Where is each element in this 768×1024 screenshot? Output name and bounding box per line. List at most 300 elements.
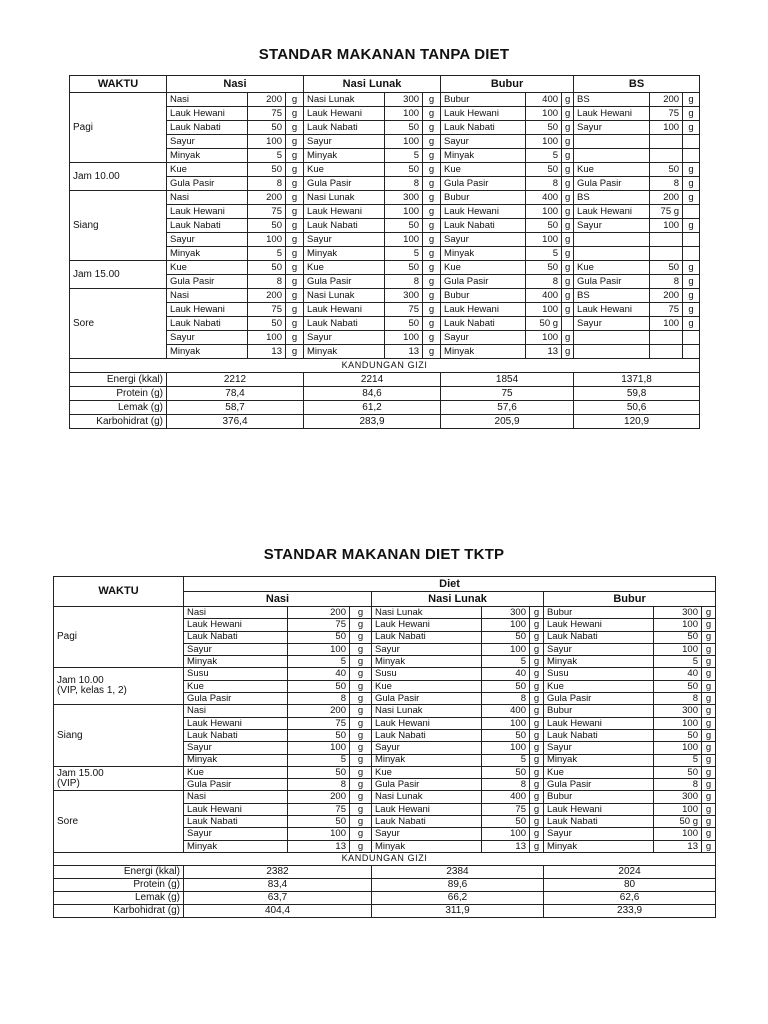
item-unit-cell: g <box>702 619 716 631</box>
item-unit-cell: g <box>423 107 441 121</box>
item-name-cell: Susu <box>184 668 288 680</box>
item-name-cell: Lauk Nabati <box>544 631 654 643</box>
nutrient-row <box>70 415 700 429</box>
item-amount-cell: 100 <box>385 107 423 121</box>
item-amount-cell: 100 <box>526 205 562 219</box>
nutrient-row <box>70 373 700 387</box>
item-name-cell: Lauk Hewani <box>574 107 650 121</box>
item-amount-cell: 100 <box>526 233 562 247</box>
item-unit-cell: g <box>702 656 716 668</box>
item-name-cell: Lauk Nabati <box>372 729 482 741</box>
item-name-cell: Sayur <box>167 135 248 149</box>
item-unit-cell: g <box>530 766 544 778</box>
item-amount-cell: 100 <box>248 135 286 149</box>
item-name-cell: Kue <box>574 163 650 177</box>
item-unit-cell: g <box>702 705 716 717</box>
item-unit-cell: g <box>423 247 441 261</box>
item-amount-cell: 75 <box>482 803 530 815</box>
item-amount-cell: 300 <box>385 93 423 107</box>
column-header: BS <box>574 76 700 93</box>
nutrient-value: 84,6 <box>304 387 441 401</box>
item-name-cell: Bubur <box>544 791 654 803</box>
item-unit-cell: g <box>562 219 574 233</box>
item-amount-cell: 5 <box>526 149 562 163</box>
item-unit-cell: g <box>530 668 544 680</box>
item-amount-cell: 50 <box>385 317 423 331</box>
item-amount-cell: 50 <box>650 163 683 177</box>
item-unit-cell: g <box>562 303 574 317</box>
header-row <box>54 577 716 592</box>
item-name-cell: Nasi Lunak <box>372 705 482 717</box>
nutrient-label: Energi (kkal) <box>54 865 184 878</box>
item-amount-cell: 50 <box>650 261 683 275</box>
item-unit-cell: g <box>562 205 574 219</box>
item-name-cell: Lauk Nabati <box>372 816 482 828</box>
item-amount-cell: 5 <box>248 149 286 163</box>
item-amount-cell: 8 <box>650 177 683 191</box>
item-amount-cell: 200 <box>248 191 286 205</box>
item-unit-cell: g <box>423 135 441 149</box>
item-unit-cell: g <box>423 93 441 107</box>
item-unit-cell: g <box>683 121 700 135</box>
item-name-cell: Nasi Lunak <box>304 191 385 205</box>
table-row <box>54 766 716 778</box>
nutrient-value: 2382 <box>184 865 372 878</box>
header-row <box>70 76 700 93</box>
item-name-cell: Gula Pasir <box>544 779 654 791</box>
item-unit-cell: g <box>423 345 441 359</box>
item-amount-cell: 8 <box>654 779 702 791</box>
item-name-cell: Kue <box>544 680 654 692</box>
item-unit-cell: g <box>286 163 304 177</box>
item-amount-cell: 13 <box>385 345 423 359</box>
item-amount-cell: 100 <box>288 643 350 655</box>
item-amount-cell: 50 <box>482 631 530 643</box>
item-amount-cell: 40 <box>288 668 350 680</box>
item-amount-cell: 5 <box>482 656 530 668</box>
item-amount-cell: 75 <box>288 803 350 815</box>
item-unit-cell: g <box>530 803 544 815</box>
item-unit-cell: g <box>286 219 304 233</box>
item-name-cell: Minyak <box>167 149 248 163</box>
item-name-cell: Lauk Nabati <box>304 219 385 233</box>
item-unit-cell: g <box>350 619 372 631</box>
item-unit-cell: g <box>350 729 372 741</box>
item-name-cell: Minyak <box>167 345 248 359</box>
item-amount-cell: 100 <box>482 828 530 840</box>
item-amount-cell: 75 <box>248 205 286 219</box>
item-amount-cell: 50 <box>288 631 350 643</box>
item-unit-cell: g <box>702 693 716 705</box>
item-unit-cell: g <box>286 303 304 317</box>
nutrient-value: 89,6 <box>372 878 544 891</box>
item-unit-cell: g <box>530 631 544 643</box>
nutrient-value: 120,9 <box>574 415 700 429</box>
item-amount-cell: 300 <box>482 607 530 619</box>
kandungan-gizi-row <box>54 852 716 865</box>
item-name-cell <box>574 135 650 149</box>
item-amount-cell: 75 <box>650 303 683 317</box>
item-name-cell: Lauk Hewani <box>184 803 288 815</box>
item-amount-cell: 100 <box>385 331 423 345</box>
item-name-cell: Lauk Nabati <box>441 317 526 331</box>
item-unit-cell: g <box>530 742 544 754</box>
item-unit-cell: g <box>683 317 700 331</box>
item-amount-cell: 300 <box>654 705 702 717</box>
item-unit-cell: g <box>702 840 716 852</box>
item-unit-cell: g <box>562 93 574 107</box>
item-name-cell: Lauk Hewani <box>441 303 526 317</box>
item-unit-cell: g <box>350 803 372 815</box>
item-name-cell: Gula Pasir <box>167 177 248 191</box>
nutrient-value: 83,4 <box>184 878 372 891</box>
item-unit-cell: g <box>683 191 700 205</box>
nutrient-value: 1854 <box>441 373 574 387</box>
item-amount-cell: 50 <box>248 261 286 275</box>
item-name-cell: Nasi Lunak <box>372 607 482 619</box>
item-name-cell: Bubur <box>441 289 526 303</box>
item-name-cell: Gula Pasir <box>184 693 288 705</box>
item-unit-cell: g <box>702 754 716 766</box>
item-name-cell: Sayur <box>167 233 248 247</box>
nutrient-value: 61,2 <box>304 401 441 415</box>
item-name-cell: Bubur <box>441 93 526 107</box>
item-amount-cell: 75 <box>288 717 350 729</box>
item-name-cell: Lauk Nabati <box>441 219 526 233</box>
nutrient-value: 283,9 <box>304 415 441 429</box>
item-name-cell: Minyak <box>372 754 482 766</box>
item-unit-cell: g <box>286 191 304 205</box>
item-name-cell: Nasi <box>167 93 248 107</box>
item-amount-cell: 75 <box>385 303 423 317</box>
table-row <box>54 791 716 803</box>
item-unit-cell: g <box>562 177 574 191</box>
item-name-cell: Sayur <box>574 219 650 233</box>
item-name-cell: Kue <box>544 766 654 778</box>
item-name-cell: Kue <box>184 766 288 778</box>
item-unit-cell: g <box>702 816 716 828</box>
item-name-cell: Gula Pasir <box>304 275 385 289</box>
item-unit-cell: g <box>683 107 700 121</box>
item-unit-cell: g <box>423 275 441 289</box>
item-name-cell: Lauk Nabati <box>544 816 654 828</box>
item-unit-cell: g <box>562 275 574 289</box>
item-amount-cell: 13 <box>288 840 350 852</box>
item-name-cell: Sayur <box>441 233 526 247</box>
item-amount-cell: 400 <box>526 93 562 107</box>
item-amount-cell: 100 <box>482 619 530 631</box>
item-unit-cell: g <box>530 729 544 741</box>
item-name-cell: Kue <box>574 261 650 275</box>
item-amount-cell: 50 <box>288 766 350 778</box>
item-unit-cell: g <box>423 163 441 177</box>
item-name-cell: Sayur <box>304 233 385 247</box>
item-unit-cell: g <box>683 289 700 303</box>
item-amount-cell: 300 <box>654 791 702 803</box>
nutrient-value: 57,6 <box>441 401 574 415</box>
item-amount-cell <box>650 331 683 345</box>
item-name-cell: Sayur <box>372 643 482 655</box>
item-name-cell: Minyak <box>304 149 385 163</box>
item-unit-cell: g <box>286 317 304 331</box>
nutrient-value: 75 <box>441 387 574 401</box>
nutrient-row <box>70 401 700 415</box>
item-name-cell: Sayur <box>441 135 526 149</box>
table-row <box>54 607 716 619</box>
kandungan-gizi-label: KANDUNGAN GIZI <box>70 359 700 373</box>
item-amount-cell: 8 <box>650 275 683 289</box>
column-header: Bubur <box>441 76 574 93</box>
item-unit-cell: g <box>350 668 372 680</box>
item-name-cell: Lauk Hewani <box>372 803 482 815</box>
item-name-cell: Sayur <box>184 828 288 840</box>
item-unit-cell: g <box>530 680 544 692</box>
item-name-cell: Nasi <box>167 191 248 205</box>
item-name-cell: Lauk Hewani <box>544 717 654 729</box>
item-name-cell: Lauk Hewani <box>441 205 526 219</box>
item-unit-cell: g <box>562 149 574 163</box>
item-amount-cell: 5 <box>248 247 286 261</box>
item-amount-cell: 50 <box>654 631 702 643</box>
item-unit-cell: g <box>423 303 441 317</box>
item-name-cell: Gula Pasir <box>574 177 650 191</box>
item-name-cell: Minyak <box>544 656 654 668</box>
item-unit-cell: g <box>530 779 544 791</box>
item-unit-cell: g <box>423 191 441 205</box>
item-amount-cell: 8 <box>248 177 286 191</box>
item-amount-cell: 5 <box>482 754 530 766</box>
item-amount-cell: 8 <box>248 275 286 289</box>
nutrient-value: 205,9 <box>441 415 574 429</box>
item-unit-cell: g <box>683 93 700 107</box>
item-unit-cell: g <box>562 331 574 345</box>
nutrient-value: 1371,8 <box>574 373 700 387</box>
nutrient-value: 233,9 <box>544 904 716 917</box>
item-name-cell: Nasi Lunak <box>372 791 482 803</box>
item-amount-cell: 200 <box>248 289 286 303</box>
item-unit-cell: g <box>286 205 304 219</box>
item-unit-cell: g <box>530 840 544 852</box>
waktu-header: WAKTU <box>70 76 167 93</box>
item-amount-cell: 50 <box>248 219 286 233</box>
item-name-cell: Minyak <box>372 840 482 852</box>
item-amount-cell: 100 <box>654 619 702 631</box>
item-unit-cell: g <box>350 828 372 840</box>
item-unit-cell: g <box>530 828 544 840</box>
item-name-cell: Lauk Nabati <box>167 317 248 331</box>
item-amount-cell: 5 <box>385 149 423 163</box>
item-amount-cell: 100 <box>482 643 530 655</box>
item-unit-cell: g <box>286 345 304 359</box>
item-name-cell: BS <box>574 191 650 205</box>
waktu-cell: Siang <box>54 705 184 766</box>
item-amount-cell: 8 <box>526 177 562 191</box>
item-amount-cell: 5 <box>526 247 562 261</box>
item-amount-cell: 8 <box>385 275 423 289</box>
nutrient-value: 50,6 <box>574 401 700 415</box>
item-name-cell: Lauk Nabati <box>304 121 385 135</box>
item-name-cell: Gula Pasir <box>544 693 654 705</box>
item-unit-cell: g <box>423 261 441 275</box>
nutrient-label: Lemak (g) <box>70 401 167 415</box>
nutrient-label: Lemak (g) <box>54 891 184 904</box>
nutrient-label: Protein (g) <box>54 878 184 891</box>
nutrient-value: 59,8 <box>574 387 700 401</box>
waktu-cell: Siang <box>70 191 167 261</box>
item-amount-cell: 75 <box>248 107 286 121</box>
nutrient-value: 311,9 <box>372 904 544 917</box>
item-amount-cell: 100 <box>288 828 350 840</box>
item-amount-cell: 13 <box>526 345 562 359</box>
item-name-cell: Kue <box>167 163 248 177</box>
item-name-cell: Kue <box>304 163 385 177</box>
nutrient-value: 58,7 <box>167 401 304 415</box>
item-name-cell: Nasi Lunak <box>304 289 385 303</box>
item-name-cell: Sayur <box>544 643 654 655</box>
item-name-cell: Lauk Hewani <box>574 205 650 219</box>
item-amount-cell: 100 <box>654 643 702 655</box>
item-name-cell: Minyak <box>544 840 654 852</box>
item-amount-cell: 100 <box>650 219 683 233</box>
item-amount-cell: 50 g <box>654 816 702 828</box>
kandungan-gizi-row <box>70 359 700 373</box>
item-name-cell: Gula Pasir <box>441 177 526 191</box>
item-unit-cell: g <box>530 754 544 766</box>
item-name-cell <box>574 149 650 163</box>
item-unit-cell: g <box>530 643 544 655</box>
item-unit-cell: g <box>286 275 304 289</box>
item-unit-cell: g <box>562 345 574 359</box>
item-amount-cell: 100 <box>654 717 702 729</box>
nutrient-value: 2212 <box>167 373 304 387</box>
item-name-cell: Bubur <box>441 191 526 205</box>
nutrient-value: 2384 <box>372 865 544 878</box>
item-unit-cell: g <box>562 135 574 149</box>
item-name-cell: Minyak <box>184 840 288 852</box>
item-name-cell: Sayur <box>574 121 650 135</box>
item-unit-cell: g <box>350 705 372 717</box>
item-unit-cell: g <box>683 303 700 317</box>
item-unit-cell: g <box>286 149 304 163</box>
item-unit-cell: g <box>286 247 304 261</box>
item-name-cell: Nasi Lunak <box>304 93 385 107</box>
item-unit-cell: g <box>423 289 441 303</box>
item-unit-cell: g <box>530 619 544 631</box>
item-amount-cell: 50 <box>248 163 286 177</box>
item-amount-cell: 50 <box>248 317 286 331</box>
item-name-cell: Lauk Nabati <box>184 729 288 741</box>
item-amount-cell: 200 <box>288 607 350 619</box>
item-name-cell: Kue <box>304 261 385 275</box>
item-unit-cell: g <box>350 742 372 754</box>
waktu-cell: Sore <box>54 791 184 852</box>
item-unit-cell <box>683 331 700 345</box>
waktu-cell: Pagi <box>70 93 167 163</box>
table-row <box>70 289 700 303</box>
item-name-cell: Minyak <box>372 656 482 668</box>
item-unit-cell: g <box>683 163 700 177</box>
item-unit-cell: g <box>350 766 372 778</box>
item-unit-cell: g <box>423 219 441 233</box>
item-amount-cell: 100 <box>650 317 683 331</box>
item-unit-cell: g <box>350 840 372 852</box>
item-unit-cell: g <box>350 643 372 655</box>
nutrient-row <box>54 878 716 891</box>
column-header: Nasi <box>167 76 304 93</box>
waktu-cell: Jam 15.00 (VIP) <box>54 766 184 791</box>
item-amount-cell: 200 <box>650 289 683 303</box>
item-name-cell: Lauk Hewani <box>167 205 248 219</box>
item-amount-cell: 100 <box>526 303 562 317</box>
item-unit-cell: g <box>562 289 574 303</box>
item-name-cell: BS <box>574 93 650 107</box>
item-amount-cell: 100 <box>650 121 683 135</box>
item-amount-cell: 8 <box>482 779 530 791</box>
nutrient-value: 63,7 <box>184 891 372 904</box>
item-amount-cell: 400 <box>526 289 562 303</box>
item-unit-cell: g <box>702 668 716 680</box>
item-amount-cell: 400 <box>482 791 530 803</box>
item-name-cell: Lauk Hewani <box>574 303 650 317</box>
standar-makanan-tanpa-diet-table <box>69 75 700 429</box>
item-unit-cell: g <box>530 717 544 729</box>
nutrient-label: Protein (g) <box>70 387 167 401</box>
item-name-cell: Sayur <box>184 742 288 754</box>
item-name-cell: Minyak <box>184 656 288 668</box>
item-name-cell: Lauk Hewani <box>184 619 288 631</box>
table1-title: STANDAR MAKANAN TANPA DIET <box>258 46 510 63</box>
item-unit-cell: g <box>562 261 574 275</box>
item-name-cell: Gula Pasir <box>441 275 526 289</box>
item-name-cell: Lauk Nabati <box>184 631 288 643</box>
waktu-cell: Pagi <box>54 607 184 668</box>
item-name-cell: Lauk Hewani <box>544 803 654 815</box>
item-unit-cell: g <box>702 766 716 778</box>
item-unit-cell: g <box>350 816 372 828</box>
item-unit-cell: g <box>286 107 304 121</box>
item-amount-cell: 8 <box>288 693 350 705</box>
item-unit-cell: g <box>562 107 574 121</box>
item-amount-cell: 75 <box>650 107 683 121</box>
item-unit-cell <box>683 135 700 149</box>
nutrient-row <box>54 865 716 878</box>
item-amount-cell: 50 <box>654 680 702 692</box>
item-unit-cell: g <box>702 803 716 815</box>
item-unit-cell <box>683 345 700 359</box>
item-name-cell: Minyak <box>167 247 248 261</box>
item-unit-cell: g <box>702 680 716 692</box>
item-amount-cell: 50 <box>248 121 286 135</box>
nutrient-row <box>70 387 700 401</box>
nutrient-value: 78,4 <box>167 387 304 401</box>
item-name-cell: Nasi <box>184 607 288 619</box>
item-name-cell: Lauk Nabati <box>441 121 526 135</box>
item-amount-cell: 5 <box>654 656 702 668</box>
item-amount-cell: 50 <box>654 729 702 741</box>
item-unit-cell: g <box>350 693 372 705</box>
item-unit-cell: g <box>702 779 716 791</box>
item-name-cell: Susu <box>372 668 482 680</box>
item-unit-cell: g <box>530 607 544 619</box>
item-name-cell: Lauk Nabati <box>184 816 288 828</box>
item-amount-cell: 300 <box>654 607 702 619</box>
nutrient-value: 66,2 <box>372 891 544 904</box>
item-unit-cell: g <box>350 656 372 668</box>
item-name-cell: Sayur <box>372 742 482 754</box>
item-name-cell: Susu <box>544 668 654 680</box>
item-amount-cell: 50 <box>288 816 350 828</box>
item-name-cell: Minyak <box>441 345 526 359</box>
